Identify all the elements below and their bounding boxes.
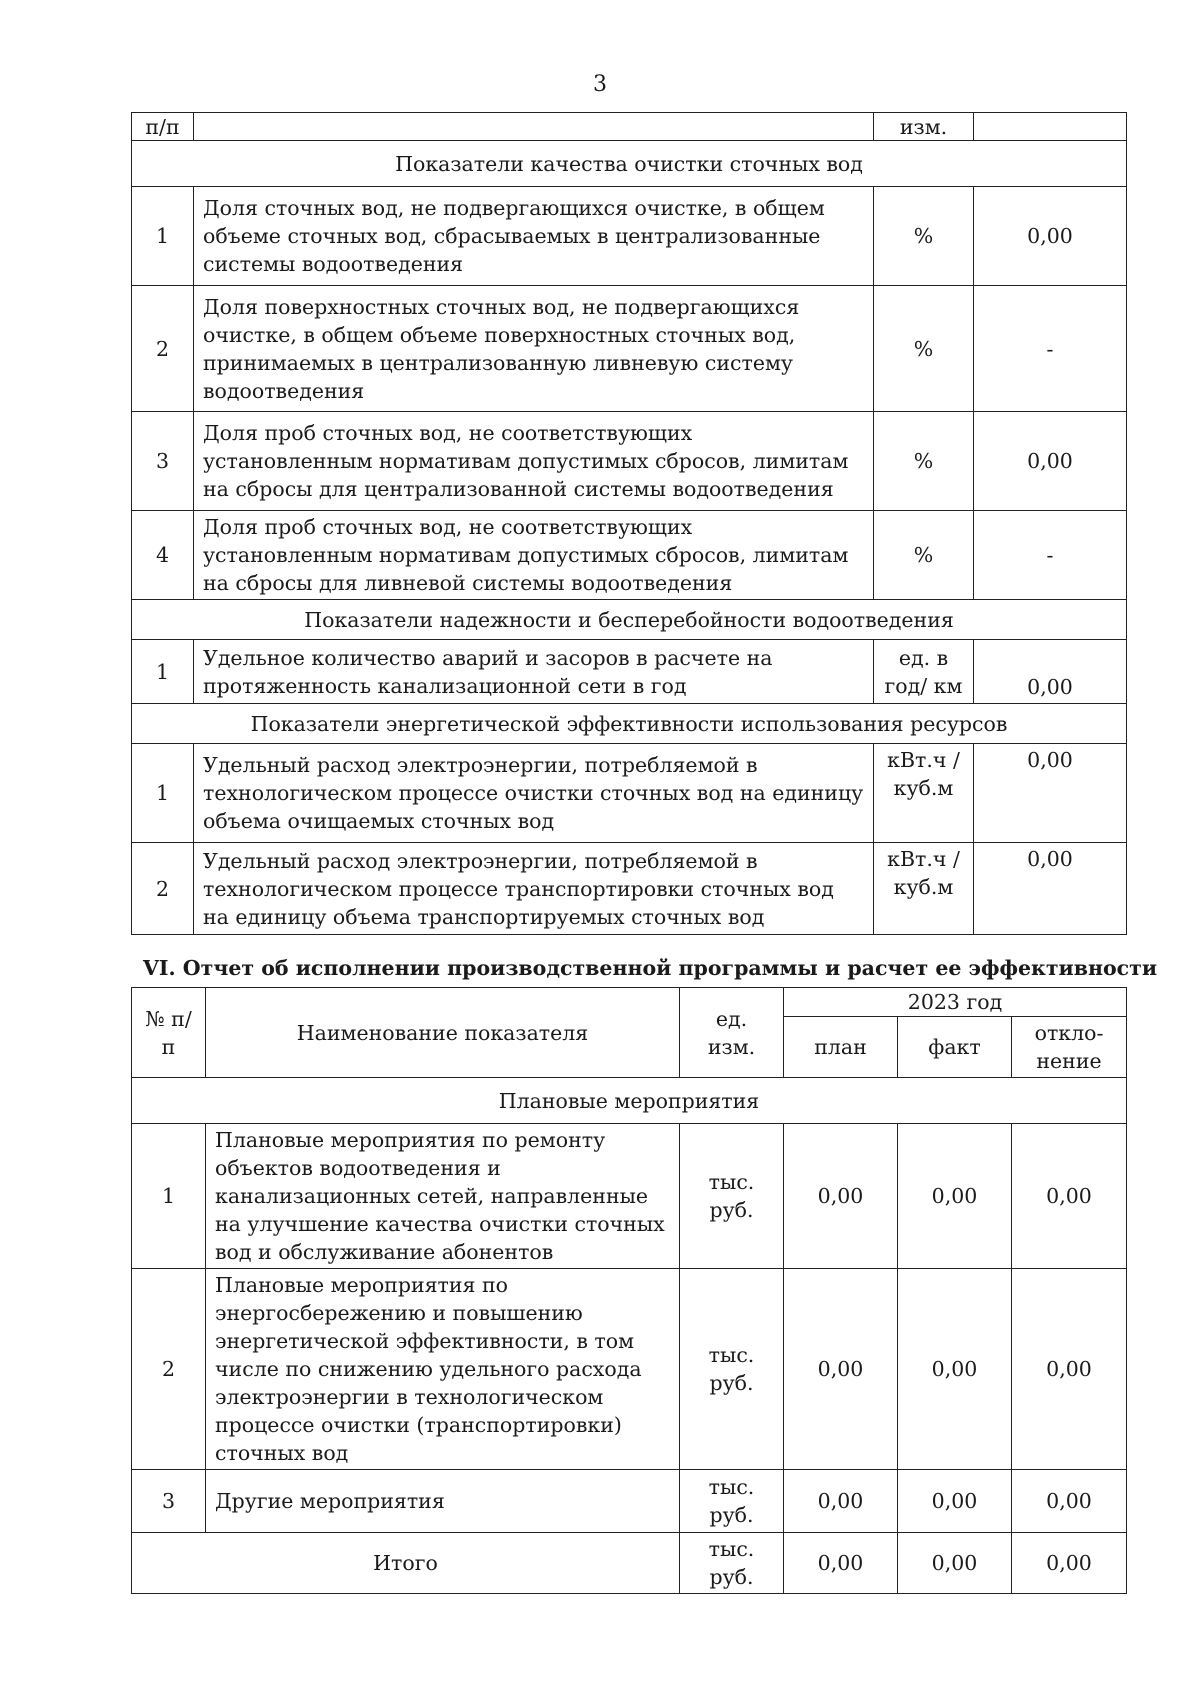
table-row [132, 1269, 1127, 1470]
page-number: 3 [593, 72, 607, 97]
row-unit: % [874, 187, 974, 286]
row-value: 0,00 [974, 640, 1127, 704]
header-num: п/п [132, 113, 194, 141]
row-value: - [974, 286, 1127, 412]
row-num: 1 [132, 187, 194, 286]
row-num: 1 [132, 1124, 206, 1269]
row-num: 2 [132, 286, 194, 412]
table-header-row [132, 113, 1127, 141]
row-fact: 0,00 [898, 1269, 1012, 1470]
section-heading: VI. Отчет об исполнении производственной программы и расчет ее эффективности [143, 956, 1158, 980]
row-name: Доля сточных вод, не подвергающихся очистке, в общем объеме сточных вод, сбрасываемых в централизованные системы водоотведения [194, 187, 874, 286]
row-value: 0,00 [974, 412, 1127, 511]
row-plan: 0,00 [784, 1124, 898, 1269]
row-name: Доля проб сточных вод, не соответствующих установленным нормативам допустимых сбросов, лимитам на сбросы для централизованной системы водоотведения [194, 412, 874, 511]
header-plan: план [784, 1017, 898, 1078]
row-unit: кВт.ч / куб.м [874, 744, 974, 843]
header-unit: ед. изм. [680, 988, 784, 1078]
row-num: 3 [132, 1470, 206, 1533]
row-value: 0,00 [974, 187, 1127, 286]
row-num: 4 [132, 511, 194, 600]
row-unit: % [874, 412, 974, 511]
row-name: Удельный расход электроэнергии, потребляемой в технологическом процессе транспортировки сточных вод на единицу объема транспортируемых сточных вод [194, 843, 874, 935]
row-unit: кВт.ч / куб.м [874, 843, 974, 935]
row-unit: тыс. руб. [680, 1124, 784, 1269]
row-value: 0,00 [974, 843, 1127, 935]
section-title: Плановые мероприятия [132, 1078, 1127, 1124]
header-year: 2023 год [784, 988, 1127, 1017]
section-title: Показатели энергетической эффективности использования ресурсов [132, 704, 1127, 744]
section-row [132, 600, 1127, 640]
total-row [132, 1533, 1127, 1594]
row-unit: тыс. руб. [680, 1269, 784, 1470]
row-name: Другие мероприятия [206, 1470, 680, 1533]
row-name: Доля поверхностных сточных вод, не подвергающихся очистке, в общем объеме поверхностных сточных вод, принимаемых в централизованную ливневую систему водоотведения [194, 286, 874, 412]
table-row [132, 1470, 1127, 1533]
row-unit: тыс. руб. [680, 1470, 784, 1533]
table-row [132, 640, 1127, 704]
section-title: Показатели качества очистки сточных вод [132, 141, 1127, 187]
table-row [132, 744, 1127, 843]
header-deviation: откло-нение [1012, 1017, 1127, 1078]
table-row [132, 843, 1127, 935]
total-unit: тыс. руб. [680, 1533, 784, 1594]
row-deviation: 0,00 [1012, 1470, 1127, 1533]
table-row [132, 412, 1127, 511]
table-row [132, 1124, 1127, 1269]
total-label: Итого [132, 1533, 680, 1594]
row-name: Плановые мероприятия по ремонту объектов водоотведения и канализационных сетей, направленные на улучшение качества очистки сточных вод и обслуживание абонентов [206, 1124, 680, 1269]
row-value: - [974, 511, 1127, 600]
row-deviation: 0,00 [1012, 1269, 1127, 1470]
header-unit: изм. [874, 113, 974, 141]
header-name: Наименование показателя [206, 988, 680, 1078]
row-num: 1 [132, 640, 194, 704]
table-row [132, 511, 1127, 600]
total-plan: 0,00 [784, 1533, 898, 1594]
row-num: 2 [132, 1269, 206, 1470]
section-row [132, 141, 1127, 187]
header-name [194, 113, 874, 141]
section-title: Показатели надежности и бесперебойности водоотведения [132, 600, 1127, 640]
program-report-table [131, 987, 1127, 1594]
section-row [132, 704, 1127, 744]
row-fact: 0,00 [898, 1124, 1012, 1269]
total-fact: 0,00 [898, 1533, 1012, 1594]
row-plan: 0,00 [784, 1269, 898, 1470]
row-name: Плановые мероприятия по энергосбережению и повышению энергетической эффективности, в том числе по снижению удельного расхода электроэнергии в технологическом процессе очистки (транспортировки) сточных вод [206, 1269, 680, 1470]
total-deviation: 0,00 [1012, 1533, 1127, 1594]
table-row [132, 187, 1127, 286]
table-header-row [132, 988, 1127, 1017]
row-name: Удельное количество аварий и засоров в расчете на протяженность канализационной сети в год [194, 640, 874, 704]
table-row [132, 286, 1127, 412]
row-plan: 0,00 [784, 1470, 898, 1533]
row-name: Удельный расход электроэнергии, потребляемой в технологическом процессе очистки сточных вод на единицу объема очищаемых сточных вод [194, 744, 874, 843]
row-name: Доля проб сточных вод, не соответствующих установленным нормативам допустимых сбросов, лимитам на сбросы для ливневой системы водоотведения [194, 511, 874, 600]
row-unit: ед. в год/ км [874, 640, 974, 704]
row-value: 0,00 [974, 744, 1127, 843]
row-num: 2 [132, 843, 194, 935]
header-fact: факт [898, 1017, 1012, 1078]
row-fact: 0,00 [898, 1470, 1012, 1533]
row-num: 1 [132, 744, 194, 843]
row-num: 3 [132, 412, 194, 511]
row-unit: % [874, 286, 974, 412]
indicators-table [131, 112, 1127, 935]
header-num: № п/п [132, 988, 206, 1078]
row-deviation: 0,00 [1012, 1124, 1127, 1269]
section-row [132, 1078, 1127, 1124]
row-unit: % [874, 511, 974, 600]
header-value [974, 113, 1127, 141]
